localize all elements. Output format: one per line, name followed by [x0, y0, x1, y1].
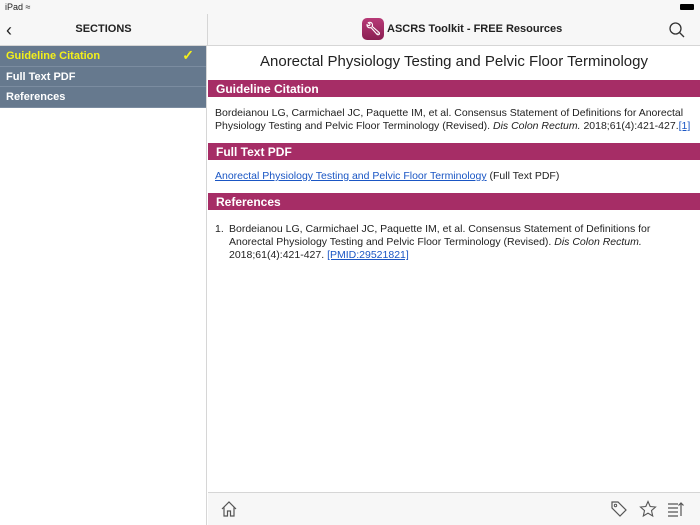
battery-icon: [680, 4, 694, 10]
app-title-text: ASCRS Toolkit - FREE Resources: [387, 23, 563, 35]
sidebar-item-guideline-citation[interactable]: [0, 46, 206, 67]
sidebar-item-label: Full Text PDF: [6, 70, 76, 83]
tag-icon[interactable]: [610, 500, 628, 518]
citation-text: [208, 97, 700, 143]
checkmark-icon: ✓: [182, 47, 194, 63]
pdf-suffix: (Full Text PDF): [486, 170, 560, 182]
sidebar-item-full-text-pdf[interactable]: [0, 67, 206, 88]
status-bar: [0, 0, 700, 14]
sidebar-item-references[interactable]: [0, 87, 206, 108]
bottom-toolbar: [208, 492, 700, 525]
ref-text: Bordeianou LG, Carmichael JC, Paquette IM, et al. Consensus Statement of Definitions for Anorectal Physiology Testing and Pelvic Floor Terminology (Revised).: [229, 223, 651, 248]
ref-number: 1.: [215, 223, 224, 235]
list-export-icon[interactable]: [667, 500, 685, 518]
home-icon[interactable]: [220, 500, 238, 518]
pmid-link[interactable]: [PMID:29521821]: [327, 249, 409, 261]
sidebar-item-label: Guideline Citation: [6, 50, 101, 62]
reference-link[interactable]: [1]: [678, 120, 691, 132]
wrench-icon: 🔧︎: [362, 18, 384, 40]
list-item: [208, 210, 700, 262]
app-title: [362, 18, 562, 40]
back-chevron-icon[interactable]: ‹: [6, 20, 12, 40]
ref-details: 2018;61(4):421-427.: [229, 249, 328, 261]
citation-details: 2018;61(4):421-427.: [580, 120, 679, 132]
pdf-link[interactable]: Anorectal Physiology Testing and Pelvic Floor Terminology: [215, 170, 487, 182]
page-title: Anorectal Physiology Testing and Pelvic Floor Terminology: [260, 53, 648, 70]
star-icon[interactable]: [639, 500, 657, 518]
search-icon[interactable]: [668, 21, 686, 39]
journal: Dis Colon Rectum.: [493, 120, 581, 132]
sections-title: SECTIONS: [75, 23, 132, 35]
citation-body: Bordeianou LG, Carmichael JC, Paquette IM, et al. Consensus Statement of Definitions for Anorectal Physiology Testing and Pelvic Floor Terminology (Revised).: [215, 107, 684, 132]
main-content: [208, 46, 700, 262]
section-header-references: References: [208, 193, 700, 210]
nav-bar: [0, 14, 700, 46]
sidebar: [0, 46, 207, 525]
device-label: iPad: [5, 2, 24, 12]
sidebar-item-label: References: [6, 91, 66, 103]
section-header-pdf: Full Text PDF: [208, 143, 700, 160]
divider: [207, 14, 208, 46]
wifi-icon: ≈: [25, 2, 31, 12]
pdf-text: [208, 160, 700, 193]
section-header-citation: Guideline Citation: [208, 80, 700, 97]
journal: Dis Colon Rectum.: [554, 236, 642, 248]
